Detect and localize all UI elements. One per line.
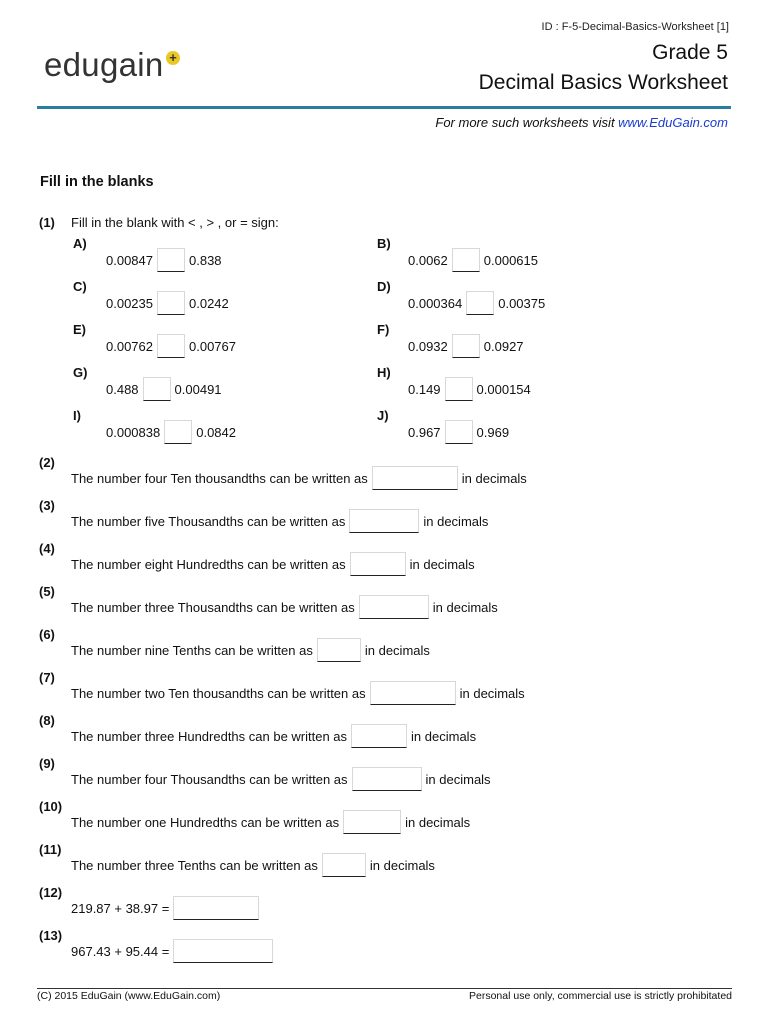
question-text: The number eight Hundredths can be written as bbox=[71, 557, 346, 572]
question-number: (4) bbox=[39, 541, 55, 556]
comparison-blank[interactable] bbox=[157, 334, 185, 358]
question-line bbox=[71, 548, 475, 572]
left-value: 0.00235 bbox=[106, 296, 153, 311]
comparison-expression bbox=[106, 330, 236, 354]
question-suffix: in decimals bbox=[369, 858, 435, 873]
comparison-expression bbox=[106, 373, 222, 397]
question-suffix: in decimals bbox=[432, 600, 498, 615]
left-value: 0.000838 bbox=[106, 425, 161, 440]
answer-blank[interactable] bbox=[352, 767, 422, 791]
question-line bbox=[71, 720, 476, 744]
section-title: Fill in the blanks bbox=[40, 174, 154, 190]
more-worksheets-text: For more such worksheets visit bbox=[435, 115, 619, 130]
item-letter: G) bbox=[73, 365, 88, 380]
edugain-link[interactable]: www.EduGain.com bbox=[618, 115, 728, 130]
answer-blank[interactable] bbox=[173, 939, 273, 963]
comparison-expression bbox=[106, 244, 222, 268]
comparison-blank[interactable] bbox=[143, 377, 171, 401]
answer-blank[interactable] bbox=[370, 681, 456, 705]
question-number: (1) bbox=[39, 215, 55, 230]
item-letter: F) bbox=[377, 322, 390, 337]
question-text: The number three Hundredths can be written as bbox=[71, 729, 348, 744]
left-value: 0.000364 bbox=[408, 296, 463, 311]
question-line bbox=[71, 849, 435, 873]
left-value: 0.488 bbox=[106, 382, 139, 397]
question-line bbox=[71, 935, 277, 959]
document-id: ID : F-5-Decimal-Basics-Worksheet [1] bbox=[541, 21, 729, 33]
comparison-blank[interactable] bbox=[445, 420, 473, 444]
question-text: The number three Thousandths can be written as bbox=[71, 600, 355, 615]
answer-blank[interactable] bbox=[343, 810, 401, 834]
question-number: (9) bbox=[39, 756, 55, 771]
logo-plus-icon: + bbox=[166, 51, 180, 65]
left-value: 0.0932 bbox=[408, 339, 448, 354]
question-number: (11) bbox=[39, 842, 62, 857]
answer-blank[interactable] bbox=[359, 595, 429, 619]
right-value: 0.000154 bbox=[476, 382, 531, 397]
question-text: The number two Ten thousandths can be written as bbox=[71, 686, 366, 701]
item-letter: B) bbox=[377, 236, 391, 251]
item-letter: H) bbox=[377, 365, 391, 380]
right-value: 0.00375 bbox=[498, 296, 546, 311]
question-suffix: in decimals bbox=[409, 557, 475, 572]
question-suffix: in decimals bbox=[411, 729, 477, 744]
question-line bbox=[71, 505, 488, 529]
comparison-blank[interactable] bbox=[157, 248, 185, 272]
item-letter: I) bbox=[73, 408, 81, 423]
comparison-blank[interactable] bbox=[445, 377, 473, 401]
question-line bbox=[71, 462, 527, 486]
question-suffix: in decimals bbox=[364, 643, 430, 658]
comparison-expression bbox=[408, 287, 545, 311]
item-letter: D) bbox=[377, 279, 391, 294]
comparison-expression bbox=[408, 330, 524, 354]
right-value: 0.0927 bbox=[483, 339, 524, 354]
item-letter: J) bbox=[377, 408, 389, 423]
worksheet-title: Decimal Basics Worksheet bbox=[478, 71, 728, 94]
answer-blank[interactable] bbox=[317, 638, 361, 662]
footer-divider bbox=[37, 988, 732, 989]
answer-blank[interactable] bbox=[372, 466, 458, 490]
right-value: 0.0242 bbox=[189, 296, 229, 311]
right-value: 0.000615 bbox=[483, 253, 538, 268]
question-text: 967.43 + 95.44 = bbox=[71, 944, 170, 959]
answer-blank[interactable] bbox=[351, 724, 407, 748]
comparison-blank[interactable] bbox=[452, 334, 480, 358]
question-suffix: in decimals bbox=[423, 514, 489, 529]
comparison-expression bbox=[408, 373, 531, 397]
question-number: (2) bbox=[39, 455, 55, 470]
comparison-expression bbox=[106, 416, 236, 440]
right-value: 0.00767 bbox=[189, 339, 236, 354]
question-suffix: in decimals bbox=[461, 471, 527, 486]
question-line bbox=[71, 677, 525, 701]
right-value: 0.969 bbox=[476, 425, 510, 440]
right-value: 0.0842 bbox=[196, 425, 236, 440]
comparison-blank[interactable] bbox=[164, 420, 192, 444]
question-number: (3) bbox=[39, 498, 55, 513]
left-value: 0.149 bbox=[408, 382, 441, 397]
question-text: The number one Hundredths can be written as bbox=[71, 815, 340, 830]
right-value: 0.00491 bbox=[174, 382, 222, 397]
grade-label: Grade 5 bbox=[652, 41, 728, 64]
answer-blank[interactable] bbox=[173, 896, 259, 920]
answer-blank[interactable] bbox=[349, 509, 419, 533]
left-value: 0.967 bbox=[408, 425, 441, 440]
item-letter: A) bbox=[73, 236, 87, 251]
comparison-blank[interactable] bbox=[466, 291, 494, 315]
question-number: (8) bbox=[39, 713, 55, 728]
question-line bbox=[71, 806, 470, 830]
comparison-expression bbox=[408, 244, 538, 268]
header-divider bbox=[37, 106, 731, 109]
left-value: 0.0062 bbox=[408, 253, 448, 268]
question-number: (12) bbox=[39, 885, 63, 900]
more-worksheets-note bbox=[435, 115, 728, 130]
comparison-blank[interactable] bbox=[157, 291, 185, 315]
question-number: (5) bbox=[39, 584, 55, 599]
question-number: (7) bbox=[39, 670, 55, 685]
question-text: The number four Ten thousandths can be written as bbox=[71, 471, 368, 486]
answer-blank[interactable] bbox=[350, 552, 406, 576]
item-letter: E) bbox=[73, 322, 86, 337]
question-line bbox=[71, 763, 491, 787]
comparison-blank[interactable] bbox=[452, 248, 480, 272]
question-number: (13) bbox=[39, 928, 63, 943]
question-number: (6) bbox=[39, 627, 55, 642]
answer-blank[interactable] bbox=[322, 853, 366, 877]
item-letter: C) bbox=[73, 279, 87, 294]
comparison-expression bbox=[106, 287, 229, 311]
question-suffix: in decimals bbox=[405, 815, 471, 830]
footer-copyright: (C) 2015 EduGain (www.EduGain.com) bbox=[37, 990, 221, 1002]
question-prompt: Fill in the blank with < , > , or = sign: bbox=[71, 215, 279, 230]
question-text: 219.87 + 38.97 = bbox=[71, 901, 170, 916]
logo-text: edugain bbox=[44, 46, 164, 83]
question-line bbox=[71, 892, 263, 916]
left-value: 0.00847 bbox=[106, 253, 153, 268]
edugain-logo bbox=[44, 46, 177, 83]
footer-usage-note: Personal use only, commercial use is strictly prohibitated bbox=[469, 990, 732, 1002]
comparison-expression bbox=[408, 416, 509, 440]
question-text: The number four Thousandths can be written as bbox=[71, 772, 348, 787]
right-value: 0.838 bbox=[189, 253, 222, 268]
question-line bbox=[71, 634, 430, 658]
question-text: The number three Tenths can be written as bbox=[71, 858, 318, 873]
question-line bbox=[71, 591, 498, 615]
question-suffix: in decimals bbox=[425, 772, 491, 787]
question-text: The number five Thousandths can be written as bbox=[71, 514, 346, 529]
question-text: The number nine Tenths can be written as bbox=[71, 643, 313, 658]
question-suffix: in decimals bbox=[459, 686, 525, 701]
question-number: (10) bbox=[39, 799, 63, 814]
left-value: 0.00762 bbox=[106, 339, 153, 354]
